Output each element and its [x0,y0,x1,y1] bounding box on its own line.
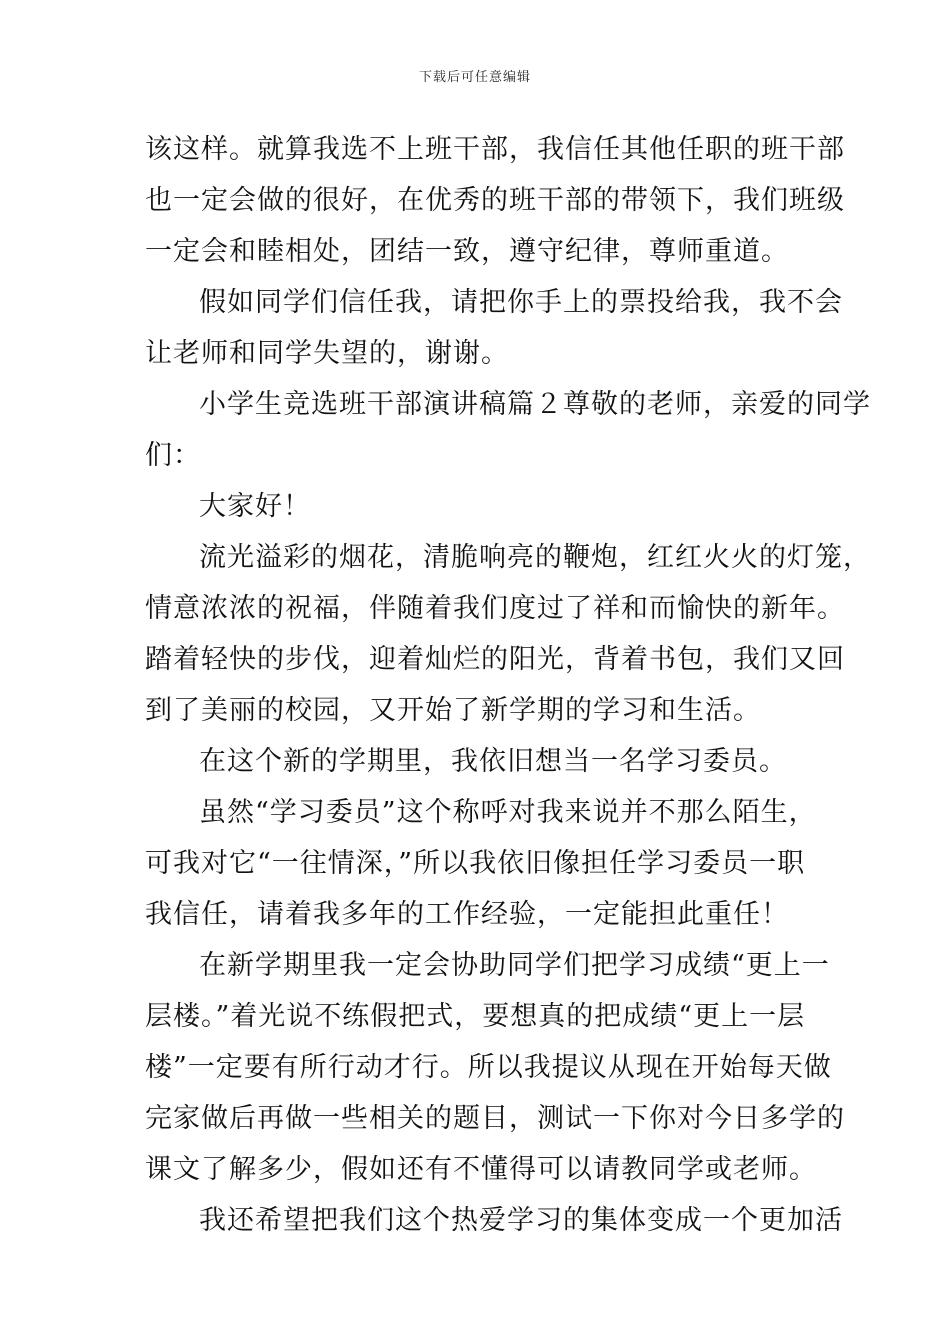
document-body [145,124,871,1246]
text-line: 踏着轻快的步伐，迎着灿烂的阳光，背着书包，我们又回 [145,644,845,675]
text-line: 完家做后再做一些相关的题目，测试一下你对今日多学的 [145,1103,845,1134]
text-line: 小学生竞选班干部演讲稿篇２尊敬的老师，亲爱的同学 [199,389,871,420]
text-line: 大家好！ [199,491,311,522]
text-line: 假如同学们信任我，请把你手上的票投给我，我不会 [199,287,843,318]
text-line: 也一定会做的很好，在优秀的班干部的带领下，我们班级 [145,185,845,216]
text-line: 在这个新的学期里，我依旧想当一名学习委员。 [199,746,787,777]
text-line: 在新学期里我一定会协助同学们把学习成绩“更上一 [199,950,830,981]
text-line: 流光溢彩的烟花，清脆响亮的鞭炮，红红火火的灯笼， [199,542,871,573]
text-line: 虽然“学习委员”这个称呼对我来说并不那么陌生， [199,797,817,828]
page-header: 下载后可任意编辑 [418,70,531,85]
text-line: 我还希望把我们这个热爱学习的集体变成一个更加活 [199,1205,843,1236]
text-line: 情意浓浓的祝福，伴随着我们度过了祥和而愉快的新年。 [145,593,845,624]
text-line: 一定会和睦相处，团结一致，遵守纪律，尊师重道。 [145,236,789,267]
text-line: 课文了解多少，假如还有不懂得可以请教同学或老师。 [145,1154,817,1185]
text-line: 到了美丽的校园，又开始了新学期的学习和生活。 [145,695,761,726]
text-line: 让老师和同学失望的，谢谢。 [145,338,509,369]
text-line: 层楼。”着光说不练假把式，要想真的把成绩“更上一层 [145,1001,806,1032]
text-line: 们： [145,440,201,471]
text-line: 楼”一定要有所行动才行。所以我提议从现在开始每天做 [145,1052,832,1083]
text-line: 我信任，请着我多年的工作经验，一定能担此重任！ [145,899,789,930]
text-line: 可我对它“一往情深，”所以我依旧像担任学习委员一职 [145,848,806,879]
text-line: 该这样。就算我选不上班干部，我信任其他任职的班干部 [145,134,845,165]
